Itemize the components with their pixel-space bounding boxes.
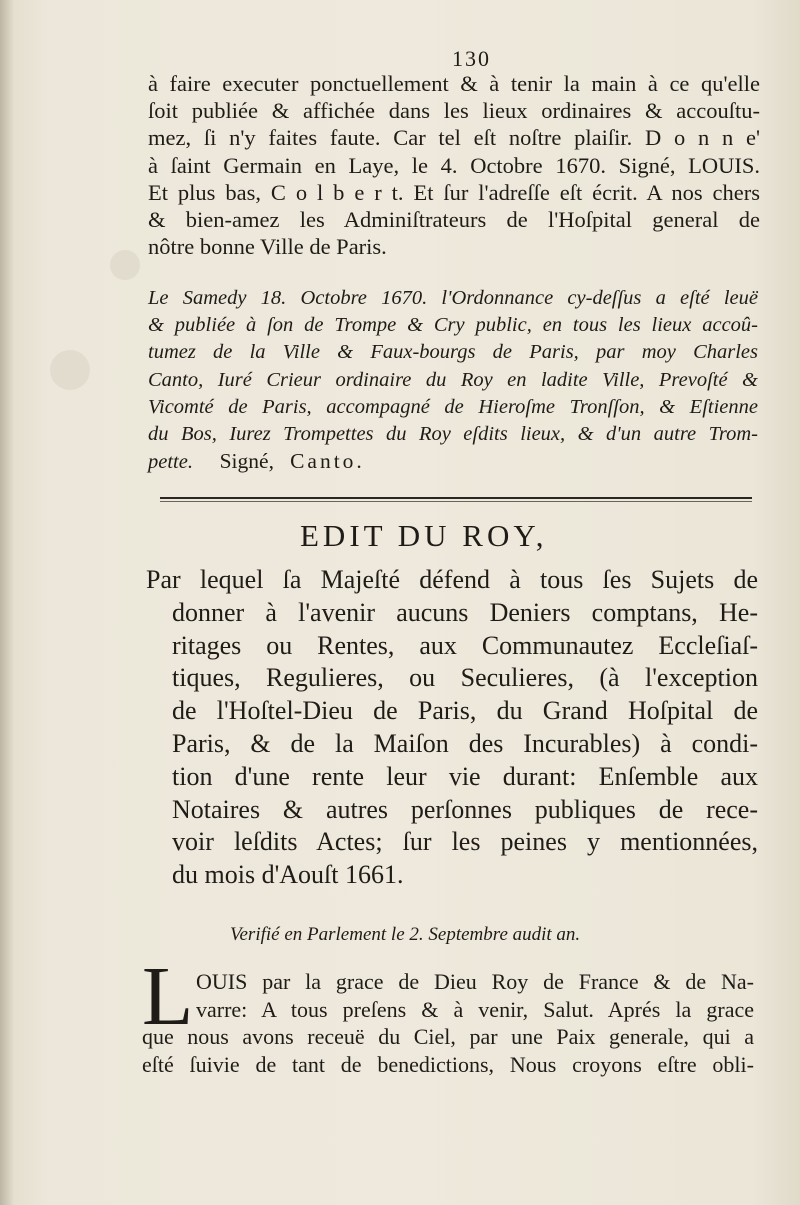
preamble-line: varre: A tous preſens & à venir, Salut. Aprés la grace [196,996,754,1022]
paper-stain [110,250,140,280]
edict-title: EDIT DU ROY, [300,518,548,553]
signature-name: Canto. [290,449,365,474]
section-divider [160,497,752,499]
registration-note: Verifié en Parlement le 2. Septembre audit an. [230,924,581,945]
page-edge-shadow [0,0,14,1205]
edict-desc-line: tion d'une rente leur vie durant: Enſemble aux [172,761,758,791]
letter-line: ſoit publiée & affichée dans les lieux ordinaires & accouſtu- [148,98,760,124]
publication-notice [148,285,758,476]
edict-desc-line: Paris, & de la Maiſon des Incurables) à condi- [172,728,758,758]
edict-desc-line: ritages ou Rentes, aux Communautez Eccleſiaſ- [172,630,758,660]
edict-desc-line: donner à l'avenir aucuns Deniers comptans, He- [172,597,758,627]
letter-line: Et plus bas, C o l b e r t. Et ſur l'adreſſe eſt écrit. A nos chers [148,179,760,205]
letter-line: & bien-amez les Adminiſtrateurs de l'Hoſpital general de [148,207,760,233]
preamble-line: eſté ſuivie de tant de benedictions, Nous croyons eſtre obli- [142,1051,754,1077]
edict-desc-line: tiques, Regulieres, ou Seculieres, (à l'exception [172,663,758,693]
notice-line: Le Samedy 18. Octobre 1670. l'Ordonnance cy-deſſus a eſté leuë [148,287,758,309]
letter-text [148,70,760,260]
preamble-line: que nous avons receuë du Ciel, par une Paix generale, qui a [142,1024,754,1049]
notice-line: tumez de la Ville & Faux-bourgs de Paris, par moy Charles [148,341,758,364]
notice-line: Canto, Iuré Crieur ordinaire du Roy en ladite Ville, Prevoſté & [148,368,758,391]
paper-stain [50,350,90,390]
edict-desc-line: de l'Hoſtel-Dieu de Paris, du Grand Hoſpital de [172,696,758,726]
letter-line: nôtre bonne Ville de Paris. [148,234,387,260]
edict-description [146,564,758,892]
notice-line: & publiée à ſon de Trompe & Cry public, en tous les lieux accoû- [148,314,758,337]
notice-line: du Bos, Iurez Trompettes du Roy eſdits lieux, & d'un autre Trom- [148,423,758,446]
edict-desc-line: Par lequel ſa Majeſté défend à tous ſes Sujets de [146,565,758,594]
notice-last-line [148,448,758,476]
letter-line: à ſaint Germain en Laye, le 4. Octobre 1670. Signé, LOUIS. [148,152,760,178]
edict-desc-line: voir leſdits Actes; ſur les peines y mentionnées, [172,827,758,857]
page-number: 130 [452,46,491,71]
edict-desc-line: du mois d'Aouſt 1661. [172,860,404,890]
royal-preamble [142,950,754,1078]
drop-cap: L [142,950,194,1043]
notice-line: Vicomté de Paris, accompagné de Hieroſme Tronſſon, & Eſtienne [148,395,758,418]
letter-line: mez, ſi n'y faites faute. Car tel eſt noſtre plaiſir. D o n n e' [148,125,760,151]
signature-label: Signé, Canto. [219,449,365,474]
section-divider-thin [160,501,752,502]
edict-desc-line: Notaires & autres perſonnes publiques de rece- [172,794,758,824]
letter-line: à faire executer ponctuellement & à tenir la main à ce qu'elle [148,71,760,96]
preamble-line: OUIS par la grace de Dieu Roy de France & de Na- [196,969,754,994]
notice-last-word: pette. [148,451,193,474]
